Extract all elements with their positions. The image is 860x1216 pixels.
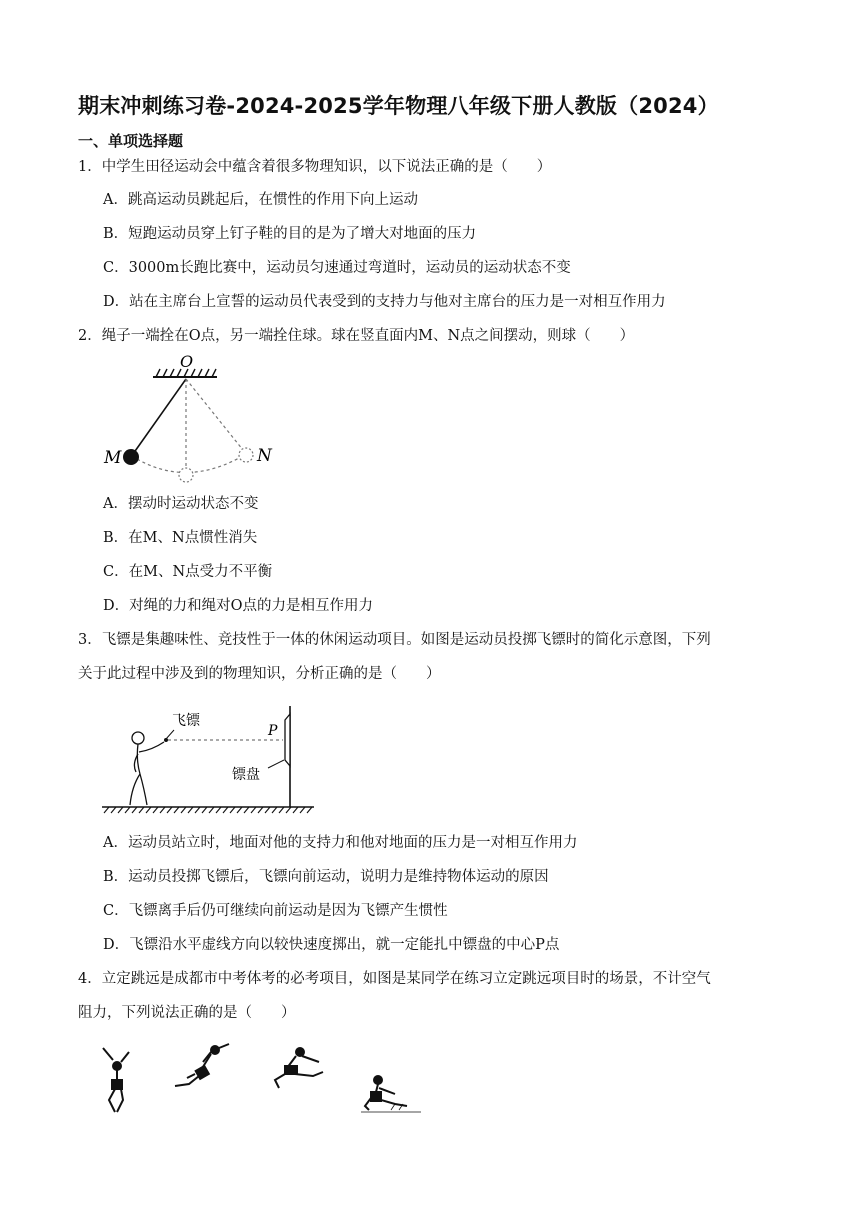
label-o: O	[180, 352, 194, 371]
page-title: 期末冲刺练习卷-2024-2025学年物理八年级下册人教版（2024）	[78, 94, 719, 118]
ball-bottom	[179, 468, 193, 482]
ground	[102, 807, 314, 813]
question-4-stem-line-2: 阻力，下列说法正确的是（ ）	[78, 1005, 296, 1021]
label-board: 镖盘	[232, 767, 260, 783]
label-m: M	[104, 448, 122, 468]
question-3-stem-line-2: 关于此过程中涉及到的物理知识，分析正确的是（ ）	[78, 666, 441, 682]
question-2-option-d: D．对绳的力和绳对O点的力是相互作用力	[103, 598, 374, 614]
question-3-option-c: C．飞镖离手后仍可继续向前运动是因为飞镖产生惯性	[103, 903, 448, 919]
jumper-flight	[275, 1048, 323, 1088]
label-n: N	[257, 446, 272, 466]
question-1-stem: 1．中学生田径运动会中蕴含着很多物理知识，以下说法正确的是（ ）	[78, 159, 552, 175]
question-1-option-a: A．跳高运动员跳起后，在惯性的作用下向上运动	[103, 192, 418, 208]
standing-long-jump-figure	[95, 1040, 435, 1120]
dart-throw-figure	[100, 700, 320, 820]
jumper-landing	[361, 1076, 421, 1112]
question-2-option-b: B．在M、N点惯性消失	[103, 530, 258, 546]
dart-leader-line	[166, 730, 174, 739]
question-3-option-a: A．运动员站立时，地面对他的支持力和他对地面的压力是一对相互作用力	[103, 835, 578, 851]
label-dart: 飞镖	[172, 713, 200, 729]
pendulum-string	[133, 379, 186, 454]
dartboard	[285, 706, 290, 807]
question-4-stem-line-1: 4．立定跳远是成都市中考体考的必考项目，如图是某同学在练习立定跳远项目时的场景，不计空气	[78, 971, 711, 987]
ball-at-n	[239, 448, 253, 462]
question-1-option-c: C．3000m长跑比赛中，运动员匀速通过弯道时，运动员的运动状态不变	[103, 260, 571, 276]
section-heading: 一、单项选择题	[78, 132, 184, 150]
question-3-option-b: B．运动员投掷飞镖后，飞镖向前运动，说明力是维持物体运动的原因	[103, 869, 549, 885]
question-1-option-b: B．短跑运动员穿上钉子鞋的目的是为了增大对地面的压力	[103, 226, 477, 242]
right-string	[186, 379, 243, 450]
label-p: P	[268, 723, 278, 739]
jumper-ascent	[175, 1044, 229, 1086]
thrower-figure	[130, 732, 164, 805]
question-2-option-a: A．摆动时运动状态不变	[103, 496, 259, 512]
question-3-option-d: D．飞镖沿水平虚线方向以较快速度掷出，就一定能扎中镖盘的中心P点	[103, 937, 560, 953]
board-leader-line	[268, 760, 284, 768]
question-2-stem: 2．绳子一端拴在O点，另一端拴住球。球在竖直面内M、N点之间摆动，则球（ ）	[78, 328, 635, 344]
question-2-option-c: C．在M、N点受力不平衡	[103, 564, 273, 580]
jumper-takeoff	[103, 1048, 129, 1112]
ball-at-m	[123, 449, 139, 465]
question-3-stem-line-1: 3．飞镖是集趣味性、竞技性于一体的休闲运动项目。如图是运动员投掷飞镖时的简化示意图，下列	[78, 632, 711, 648]
question-1-option-d: D．站在主席台上宣誓的运动员代表受到的支持力与他对主席台的压力是一对相互作用力	[103, 294, 666, 310]
pendulum-figure	[100, 350, 280, 485]
